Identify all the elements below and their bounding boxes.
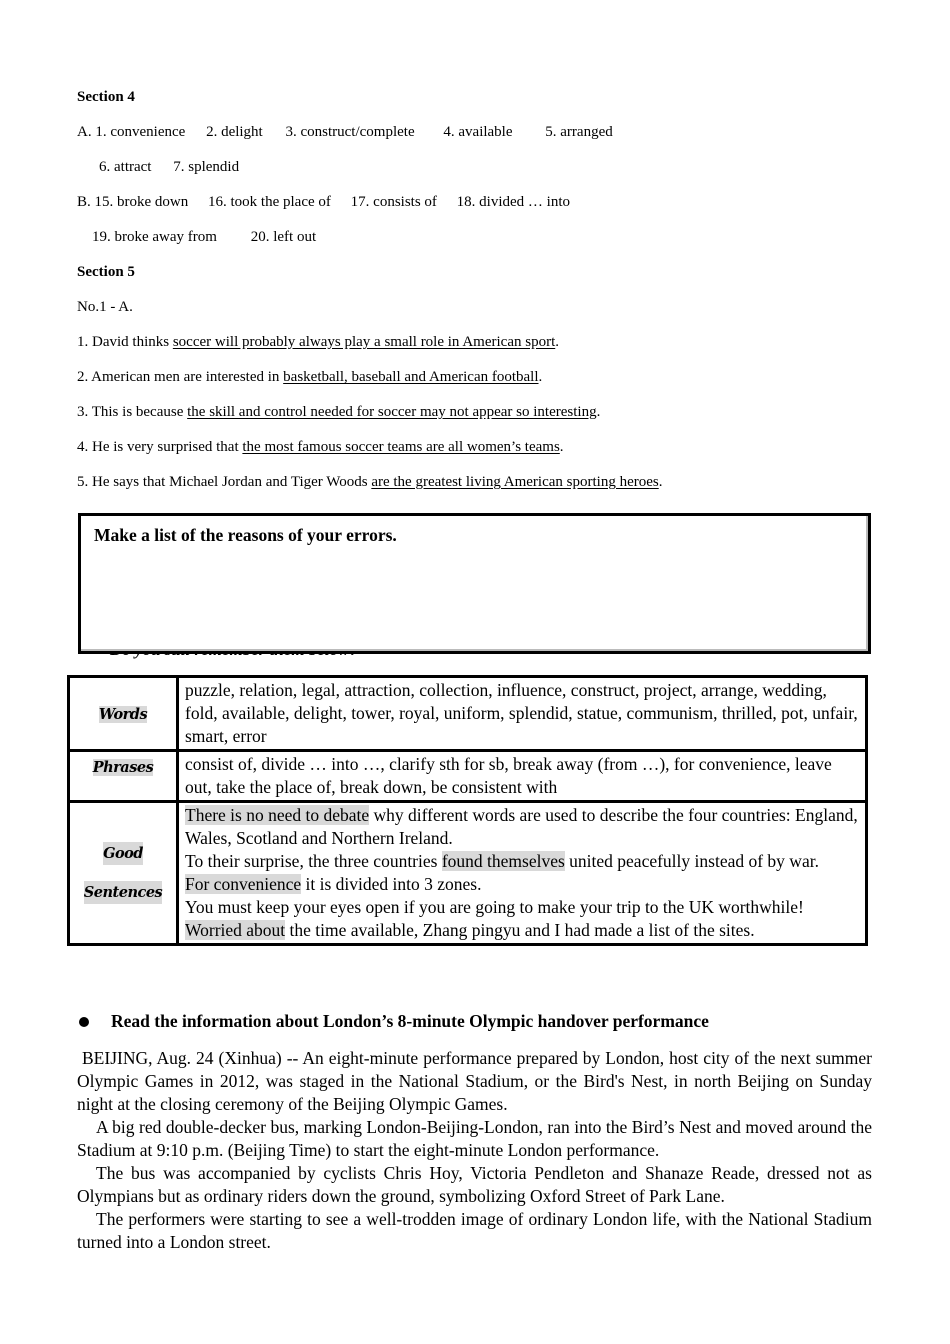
item-answer: the skill and control needed for soccer may not appear so interesting (187, 404, 597, 420)
reading-heading (77, 1011, 709, 1032)
sentence-1 (185, 804, 861, 850)
item-lead: 3. This is because (77, 404, 188, 420)
item-answer: are the greatest living American sporting heroes (371, 474, 659, 490)
item-end: . (596, 404, 601, 420)
answer-19: 19. broke away from (92, 229, 217, 245)
answer-1: 1. convenience (95, 124, 186, 140)
sentence-pre: To their surprise, the three countries (185, 851, 442, 871)
section5-item-5 (77, 474, 662, 491)
sentence-2 (185, 850, 861, 873)
article-paragraph-1: BEIJING, Aug. 24 (Xinhua) -- An eight-minute performance prepared by London, host city of the next summer Olympic Games in 2012, was staged in the National Stadium, or the Bird's Nest, in north Beijing on Sunday night at the closing ceremony of the Beijing Olympic Games. (77, 1048, 877, 1114)
item-lead: 2. American men are interested in (77, 369, 284, 385)
answer-16: 16. took the place of (208, 194, 331, 210)
answer-18: 18. divided … into (456, 194, 570, 210)
section5-item-3 (77, 404, 600, 421)
answer-15: 15. broke down (94, 194, 189, 210)
sentences-label-good: Good (103, 842, 143, 865)
phrases-label-cell (69, 751, 178, 802)
section5-no1: No.1 - A. (77, 299, 133, 315)
section4-partA-row1 (77, 124, 613, 141)
table-row-words (69, 677, 867, 751)
item-end: . (658, 474, 663, 490)
sentence-highlight: For convenience (185, 874, 302, 894)
item-end: . (555, 334, 559, 350)
answer-6: 6. attract (99, 159, 152, 175)
sentence-highlight: There is no need to debate (185, 805, 370, 825)
sentences-content (178, 802, 867, 945)
table-row-sentences (69, 802, 867, 945)
article-paragraph-3: The bus was accompanied by cyclists Chris Hoy, Victoria Pendleton and Shanaze Reade, dressed not as Olympians but as ordinary riders down the ground, symbolizing Oxford Street of Park Lane. (77, 1163, 872, 1206)
sentence-rest: it is divided into 3 zones. (301, 874, 482, 894)
item-lead: 1. David thinks (77, 334, 173, 350)
item-answer: basketball, baseball and American football (283, 369, 539, 385)
answer-7: 7. splendid (173, 159, 240, 175)
error-reasons-box[interactable] (78, 513, 871, 654)
section4-partA-row2 (99, 159, 239, 176)
answer-3: 3. construct/complete (285, 124, 415, 140)
partB-prefix: B. (77, 194, 91, 210)
phrases-label: Phrases (92, 759, 154, 776)
section4-heading: Section 4 (77, 89, 135, 105)
sentence-highlight: found themselves (441, 851, 565, 871)
item-lead: 4. He is very surprised that (77, 439, 243, 455)
sentence-highlight: Worried about (185, 920, 286, 940)
reading-heading-text: Read the information about London’s 8-minute Olympic handover performance (111, 1011, 709, 1031)
sentence-rest: why different words are used to describe the four countries: England, Wales, Scotland and Northern Ireland. (185, 805, 858, 848)
words-label-cell (69, 677, 178, 751)
sentence-rest: You must keep your eyes open if you are going to make your trip to the UK worthwhile! (185, 897, 804, 917)
sentence-5 (185, 919, 861, 942)
table-row-phrases (69, 751, 867, 802)
section5-item-2 (77, 369, 542, 386)
item-answer: the most famous soccer teams are all women’s teams (242, 439, 560, 455)
article-paragraph-2: A big red double-decker bus, marking London-Beijing-London, ran into the Bird’s Nest and moved around the Stadium at 9:10 p.m. (Beijing Time) to start the eight-minute London performance. (77, 1117, 872, 1160)
bullet-icon (79, 1017, 89, 1027)
sentence-3 (185, 873, 861, 896)
sentences-label-cell (69, 802, 178, 945)
answer-5: 5. arranged (545, 124, 613, 140)
answer-20: 20. left out (250, 229, 317, 245)
sentence-rest: united peacefully instead of by war. (564, 851, 819, 871)
review-table (67, 675, 868, 946)
answer-17: 17. consists of (350, 194, 437, 210)
item-lead: 5. He says that Michael Jordan and Tiger Woods (77, 474, 372, 490)
reading-article (77, 1047, 877, 1254)
section4-partB-row1 (77, 194, 570, 211)
item-end: . (559, 439, 564, 455)
article-paragraph-4: The performers were starting to see a well-trodden image of ordinary London life, with the National Stadium turned into a London street. (77, 1209, 872, 1252)
section5-item-1 (77, 334, 559, 351)
partA-prefix: A. (77, 124, 92, 140)
words-content: puzzle, relation, legal, attraction, collection, influence, construct, project, arrange, wedding, fold, available, delight, tower, royal, uniform, splendid, statue, communism, thrilled, pot, unfair, smart, error (178, 677, 867, 751)
section4-partB-row2 (92, 229, 316, 246)
answer-4: 4. available (443, 124, 513, 140)
words-label: Words (98, 705, 148, 723)
sentence-rest: the time available, Zhang pingyu and I had made a list of the sites. (285, 920, 755, 940)
answer-2: 2. delight (206, 124, 263, 140)
sentence-4 (185, 896, 861, 919)
error-box-title: Make a list of the reasons of your errors. (94, 525, 397, 545)
sentences-label-sentences: Sentences (84, 881, 162, 904)
section5-item-4 (77, 439, 564, 456)
section5-heading: Section 5 (77, 264, 135, 280)
item-end: . (538, 369, 543, 385)
item-answer: soccer will probably always play a small role in American sport (172, 334, 556, 350)
phrases-content: consist of, divide … into …, clarify sth for sb, break away (from …), for convenience, leave out, take the place of, break down, be consistent with (178, 751, 867, 802)
